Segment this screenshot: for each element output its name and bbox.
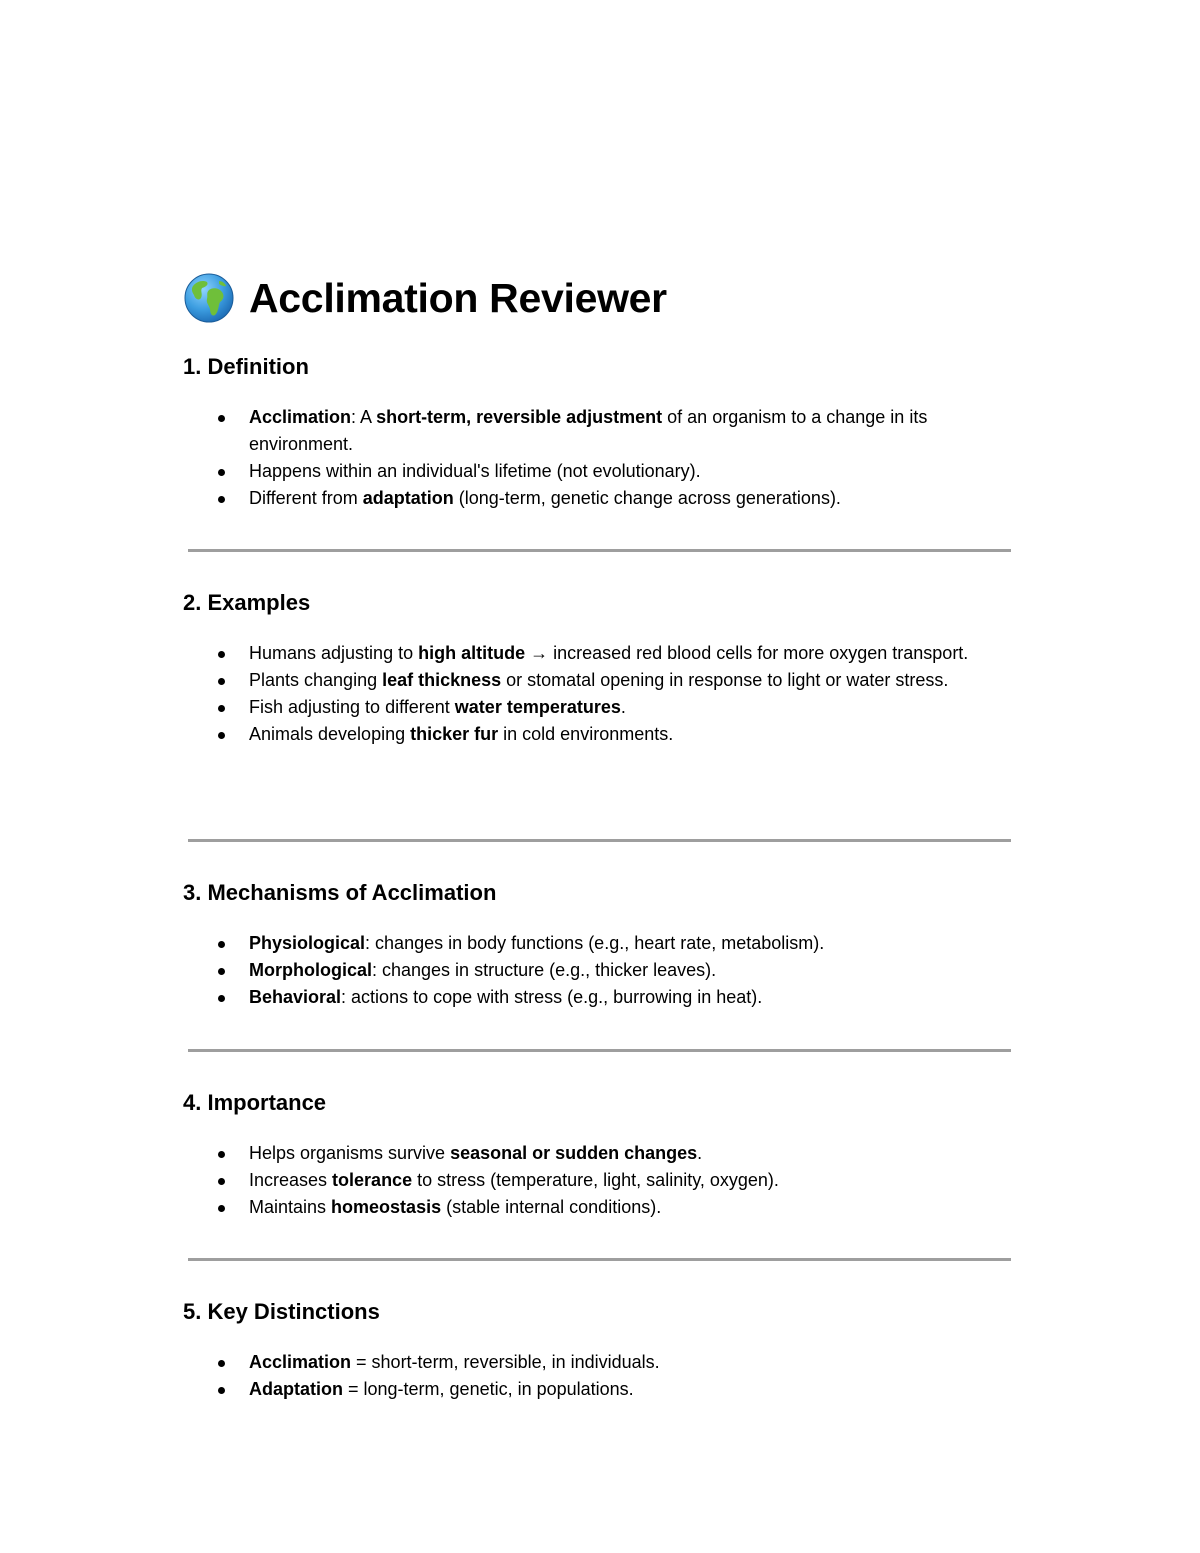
bullet-list xyxy=(183,1349,1013,1403)
bullet-icon xyxy=(218,941,225,948)
horizontal-rule xyxy=(188,1258,1011,1261)
list-item: Acclimation: A short-term, reversible adjustment of an organism to a change in its environment. xyxy=(183,404,994,458)
bullet-icon xyxy=(218,968,225,975)
list-item: Maintains homeostasis (stable internal conditions). xyxy=(183,1194,994,1221)
section-definition xyxy=(183,353,1013,512)
list-item: Behavioral: actions to cope with stress (e.g., burrowing in heat). xyxy=(183,984,994,1011)
bullet-list xyxy=(183,1140,1013,1221)
bullet-list xyxy=(183,640,1013,748)
bullet-icon xyxy=(218,995,225,1002)
section-heading: 1. Definition xyxy=(183,354,309,379)
horizontal-rule xyxy=(188,549,1011,552)
bullet-list xyxy=(183,930,1013,1011)
section-key-distinctions xyxy=(183,1298,1013,1403)
page-title-text: Acclimation Reviewer xyxy=(249,274,667,321)
list-item: Acclimation = short-term, reversible, in individuals. xyxy=(183,1349,994,1376)
list-item: Physiological: changes in body functions (e.g., heart rate, metabolism). xyxy=(183,930,994,957)
bullet-icon xyxy=(218,678,225,685)
list-item: Plants changing leaf thickness or stomatal opening in response to light or water stress. xyxy=(183,667,994,694)
bullet-icon xyxy=(218,1205,225,1212)
bullet-icon xyxy=(218,1151,225,1158)
list-item: Adaptation = long-term, genetic, in populations. xyxy=(183,1376,994,1403)
bullet-list xyxy=(183,404,1013,512)
bullet-icon xyxy=(218,732,225,739)
bullet-icon xyxy=(218,1387,225,1394)
list-item: Happens within an individual's lifetime (not evolutionary). xyxy=(183,458,994,485)
horizontal-rule xyxy=(188,839,1011,842)
list-item: Different from adaptation (long-term, genetic change across generations). xyxy=(183,485,994,512)
list-item: Humans adjusting to high altitude → increased red blood cells for more oxygen transport. xyxy=(183,640,994,667)
list-item: Increases tolerance to stress (temperature, light, salinity, oxygen). xyxy=(183,1167,994,1194)
bullet-icon xyxy=(218,1178,225,1185)
section-heading: 3. Mechanisms of Acclimation xyxy=(183,880,497,905)
bullet-icon xyxy=(218,415,225,422)
list-item: Helps organisms survive seasonal or sudden changes. xyxy=(183,1140,994,1167)
section-mechanisms xyxy=(183,879,1013,1011)
section-importance xyxy=(183,1089,1013,1221)
bullet-icon xyxy=(218,469,225,476)
bullet-icon xyxy=(218,496,225,503)
bullet-icon xyxy=(218,1360,225,1367)
bullet-icon xyxy=(218,705,225,712)
bullet-icon xyxy=(218,651,225,658)
horizontal-rule xyxy=(188,1049,1011,1052)
list-item: Fish adjusting to different water temperatures. xyxy=(183,694,994,721)
section-heading: 4. Importance xyxy=(183,1090,327,1115)
list-item: Morphological: changes in structure (e.g., thicker leaves). xyxy=(183,957,994,984)
page-title xyxy=(183,270,667,326)
list-item: Animals developing thicker fur in cold environments. xyxy=(183,721,994,748)
section-heading: 2. Examples xyxy=(183,590,311,615)
globe-icon xyxy=(183,272,235,324)
section-examples xyxy=(183,589,1013,748)
section-heading: 5. Key Distinctions xyxy=(183,1299,380,1324)
